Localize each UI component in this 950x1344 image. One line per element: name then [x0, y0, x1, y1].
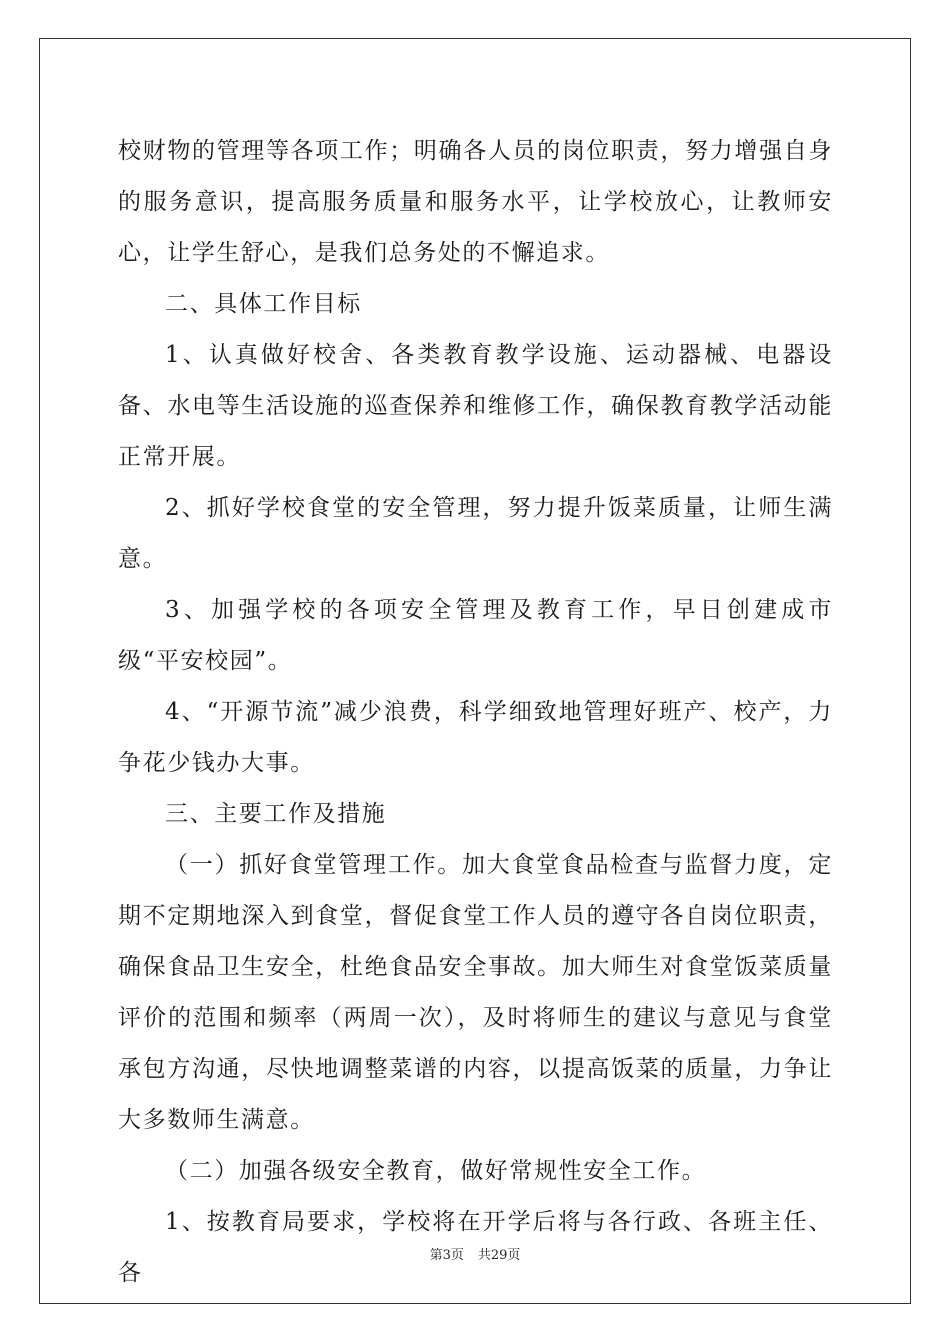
page-number: 第3页 [429, 1248, 464, 1263]
paragraph-5: 3、加强学校的各项安全管理及教育工作，早日创建成市级“平安校园”。 [118, 597, 833, 674]
paragraph-4: 2、抓好学校食堂的安全管理，努力提升饭菜质量，让师生满意。 [118, 495, 833, 572]
page-total: 共29页 [477, 1248, 521, 1263]
heading-2: 二、具体工作目标 [165, 291, 362, 317]
heading-7: 三、主要工作及措施 [165, 801, 387, 827]
paragraph-10: 1、按教育局要求，学校将在开学后将与各行政、各班主任、各 [118, 1209, 833, 1286]
paragraph-8: （一）抓好食堂管理工作。加大食堂食品检查与监督力度，定期不定期地深入到食堂，督促食堂工作人员的遵守各自岗位职责，确保食品卫生安全，杜绝食品安全事故。加大师生对食堂饭菜质量评价的范围和频率（两周一次），及时将师生的建议与意见与食堂承包方沟通，尽快地调整菜谱的内容，以提高饭菜的质量，力争让大多数师生满意。 [118, 852, 833, 1133]
paragraph-9: （二）加强各级安全教育，做好常规性安全工作。 [165, 1158, 707, 1184]
document-body [118, 126, 833, 1299]
paragraph-1: 校财物的管理等各项工作；明确各人员的岗位职责，努力增强自身的服务意识，提高服务质量和服务水平，让学校放心，让教师安心，让学生舒心，是我们总务处的不懈追求。 [118, 138, 833, 266]
paragraph-3: 1、认真做好校舍、各类教育教学设施、运动器械、电器设备、水电等生活设施的巡查保养和维修工作，确保教育教学活动能正常开展。 [118, 342, 833, 470]
page-footer [0, 1244, 950, 1263]
paragraph-6: 4、“开源节流”减少浪费，科学细致地管理好班产、校产，力争花少钱办大事。 [118, 699, 833, 776]
